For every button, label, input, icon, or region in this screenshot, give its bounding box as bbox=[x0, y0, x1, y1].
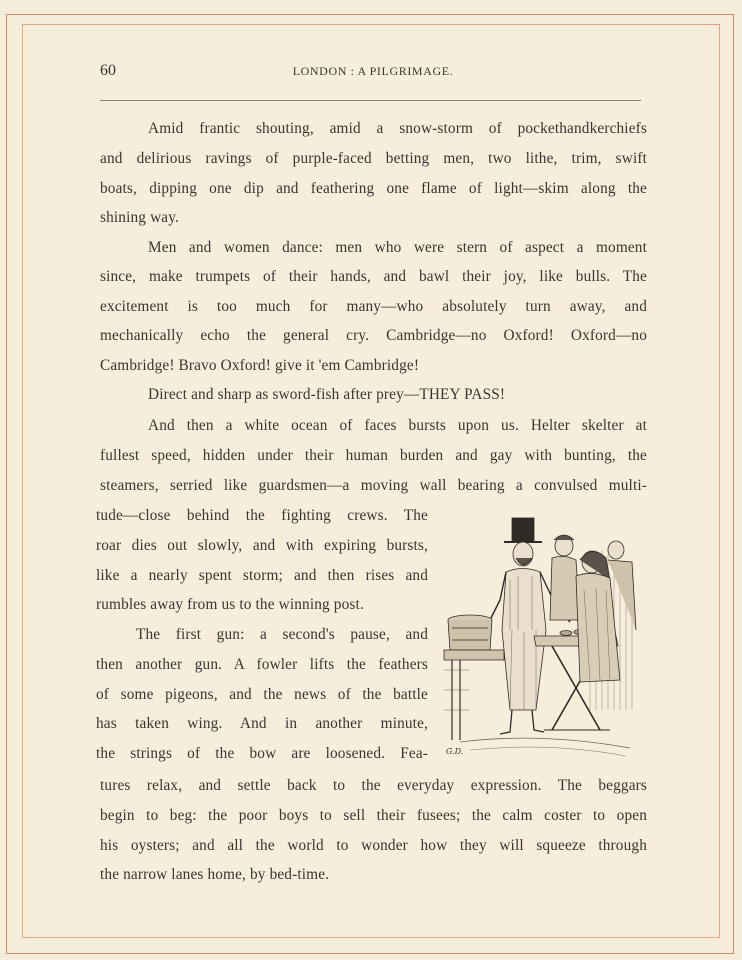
text-line: of some pigeons, and the news of the battle bbox=[96, 686, 428, 703]
text-line: the narrow lanes home, by bed-time. bbox=[100, 866, 330, 883]
text-line: Men and women dance: men who were stern of aspect a moment bbox=[148, 239, 647, 256]
text-line: fullest speed, hidden under their human burden and gay with bunting, the bbox=[100, 447, 647, 464]
text-line: his oysters; and all the world to wonder how they will squeeze through bbox=[100, 837, 647, 854]
text-line: mechanically echo the general cry. Cambridge—no Oxford! Oxford—no bbox=[100, 327, 647, 344]
text-line: excitement is too much for many—who absolutely turn away, and bbox=[100, 298, 647, 315]
text-line: Direct and sharp as sword-fish after prey—THEY PASS! bbox=[148, 386, 506, 403]
text-line: like a nearly spent storm; and then rises and bbox=[96, 567, 428, 584]
text-line: Cambridge! Bravo Oxford! give it 'em Cambridge! bbox=[100, 357, 420, 374]
text-line: roar dies out slowly, and with expiring bursts, bbox=[96, 537, 428, 554]
page-header bbox=[100, 60, 646, 82]
text-line: has taken wing. And in another minute, bbox=[96, 715, 428, 732]
text-line: and delirious ravings of purple-faced betting men, two lithe, trim, swift bbox=[100, 150, 647, 167]
text-line: begin to beg: the poor boys to sell their fusees; the calm coster to open bbox=[100, 807, 647, 824]
text-line: The first gun: a second's pause, and bbox=[136, 626, 428, 643]
header-rule bbox=[100, 100, 641, 101]
text-line: since, make trumpets of their hands, and bawl their joy, like bulls. The bbox=[100, 268, 647, 285]
text-line: steamers, serried like guardsmen—a moving wall bearing a convulsed multi- bbox=[100, 477, 647, 494]
engraver-signature: G.D. bbox=[446, 747, 464, 756]
text-line: tures relax, and settle back to the everyday expression. The beggars bbox=[100, 777, 647, 794]
text-line: Amid frantic shouting, amid a snow-storm of pockethandkerchiefs bbox=[148, 120, 647, 137]
text-line: tude—close behind the fighting crews. The bbox=[96, 507, 428, 524]
text-line: shining way. bbox=[100, 209, 179, 226]
text-line: rumbles away from us to the winning post. bbox=[96, 596, 364, 613]
text-line: And then a white ocean of faces bursts upon us. Helter skelter at bbox=[148, 417, 647, 434]
text-line: the strings of the bow are loosened. Fea- bbox=[96, 745, 428, 762]
text-line: then another gun. A fowler lifts the feathers bbox=[96, 656, 428, 673]
oyster-seller-engraving bbox=[440, 510, 648, 762]
page-number: 60 bbox=[100, 62, 116, 79]
text-line: boats, dipping one dip and feathering one flame of light—skim along the bbox=[100, 180, 647, 197]
running-title: LONDON : A PILGRIMAGE. bbox=[292, 64, 454, 78]
